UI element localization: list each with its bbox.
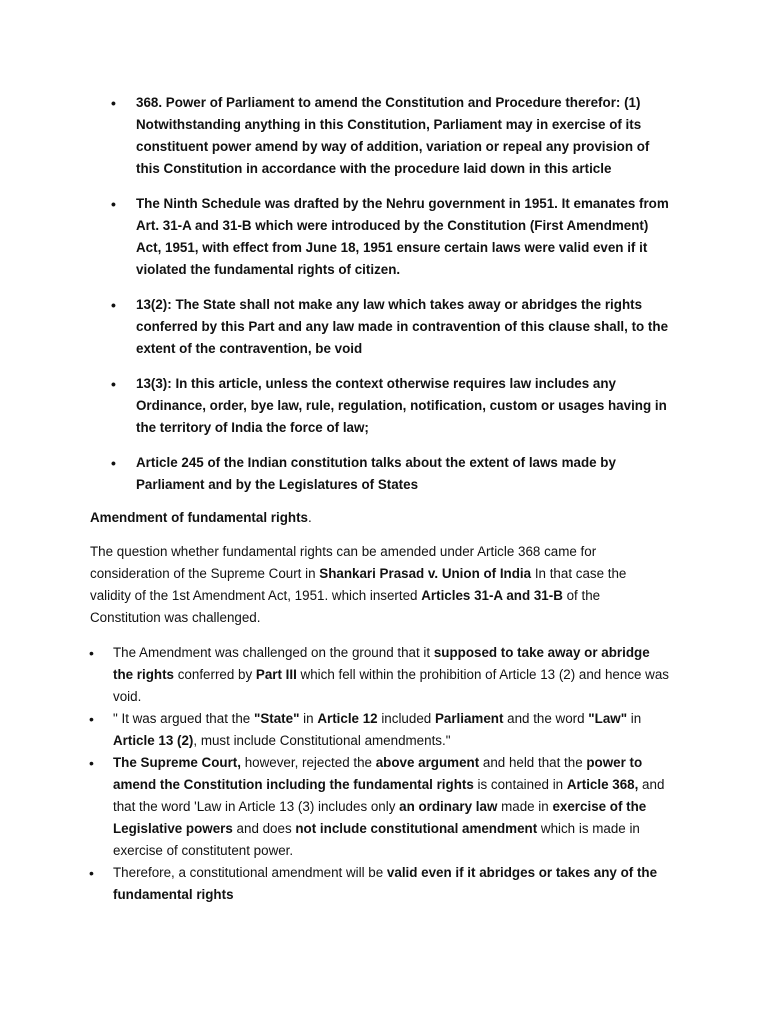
bullet-text-bold: not include constitutional amendment <box>295 821 538 836</box>
bullet-text-bold: valid even if it abridges or takes any of the fundamental rights <box>113 865 658 902</box>
heading-text: Amendment of fundamental rights <box>90 510 308 525</box>
bullet-text: and held that the <box>479 755 587 770</box>
bullet-text: 13(3): In this article, unless the context otherwise requires law includes any Ordinance, order, bye law, rule, regulation, notification, custom or usages having in the territory of India the force of law; <box>136 376 667 435</box>
bullet-text-bold: "Law" <box>588 711 628 726</box>
list-item <box>0 92 676 180</box>
bullet-text: conferred by <box>174 667 256 682</box>
list-item <box>0 193 676 281</box>
bullet-text-bold: Article 368, <box>566 777 639 792</box>
bullet-text: and that the word 'Law in Article 13 (3) includes only <box>113 777 665 814</box>
section-heading <box>90 507 690 529</box>
bullet-text: which is made in exercise of constitutent power. <box>113 821 640 858</box>
bullet-text-bold: The Supreme Court, <box>113 755 241 770</box>
bullet-text-bold: an ordinary law <box>399 799 498 814</box>
bullet-text: Article 245 of the Indian constitution talks about the extent of laws made by Parliament and by the Legislatures of States <box>136 455 616 492</box>
bullet-text: and does <box>232 821 296 836</box>
bullet-text: which fell within the prohibition of Article 13 (2) and hence was void. <box>113 667 669 704</box>
bullet-text: 13(2): The State shall not make any law which takes away or abridges the rights conferred by this Part and any law made in contravention of this clause shall, to the extent of the contravention, be void <box>136 297 669 356</box>
list-item <box>0 642 673 708</box>
list-item <box>0 708 673 752</box>
arguments-bullet-list <box>0 642 768 906</box>
bullet-icon: • <box>89 755 94 771</box>
bullet-text-bold: above argument <box>375 755 480 770</box>
paragraph-text: of the Constitution was challenged. <box>90 588 601 625</box>
bullet-text-bold: "State" <box>253 711 300 726</box>
paragraph-text: The question whether fundamental rights can be amended under Article 368 came for consideration of the Supreme Court in <box>90 544 597 581</box>
heading-period: . <box>307 510 312 525</box>
bullet-icon: • <box>111 376 116 392</box>
bullet-text: in <box>627 711 642 726</box>
bullet-text: The Amendment was challenged on the ground that it <box>113 645 434 660</box>
bullet-text-bold: exercise of the Legislative powers <box>113 799 647 836</box>
provisions-bullet-list <box>0 92 768 509</box>
bullet-icon: • <box>111 455 116 471</box>
bullet-icon: • <box>89 711 94 727</box>
bullet-text-bold: Parliament <box>434 711 504 726</box>
bullet-text-bold: power to amend the Constitution including the fundamental rights <box>113 755 643 792</box>
intro-paragraph <box>90 541 650 629</box>
bullet-text: and the word <box>503 711 589 726</box>
list-item <box>0 862 673 906</box>
list-item <box>0 373 676 439</box>
bullet-text: " It was argued that the <box>113 711 254 726</box>
bullet-text-bold: Article 12 <box>317 711 378 726</box>
articles-reference: Articles 31-A and 31-B <box>421 588 563 603</box>
bullet-icon: • <box>111 95 116 111</box>
bullet-icon: • <box>89 645 94 661</box>
bullet-text: Therefore, a constitutional amendment will be <box>113 865 387 880</box>
bullet-icon: • <box>89 865 94 881</box>
list-item <box>0 452 676 496</box>
bullet-icon: • <box>111 196 116 212</box>
bullet-text: The Ninth Schedule was drafted by the Nehru government in 1951. It emanates from Art. 31-A and 31-B which were introduced by the Constitution (First Amendment) Act, 1951, with effect from June 18, 1951 ensure certain laws were valid even if it violated the fundamental rights of citizen. <box>136 196 669 277</box>
list-item <box>0 294 676 360</box>
bullet-text: in <box>299 711 318 726</box>
bullet-text: 368. Power of Parliament to amend the Constitution and Procedure therefor: (1) Notwithstanding anything in this Constitution, Parliament may in exercise of its constituent power amend by way of addition, variation or repeal any provision of this Constitution in accordance with the procedure laid down in this article <box>136 95 650 176</box>
list-item <box>0 752 673 862</box>
case-name: Shankari Prasad v. Union of India <box>319 566 532 581</box>
bullet-text: made in <box>497 799 553 814</box>
bullet-text: , must include Constitutional amendments." <box>193 733 451 748</box>
bullet-text-bold: Part III <box>255 667 297 682</box>
bullet-icon: • <box>111 297 116 313</box>
bullet-text: included <box>377 711 435 726</box>
bullet-text-bold: Article 13 (2) <box>113 733 194 748</box>
bullet-text: however, rejected the <box>240 755 376 770</box>
bullet-text: is contained in <box>473 777 567 792</box>
bullet-text-bold: supposed to take away or abridge the rights <box>113 645 650 682</box>
paragraph-text: In that case the validity of the 1st Amendment Act, 1951. which inserted <box>90 566 627 603</box>
